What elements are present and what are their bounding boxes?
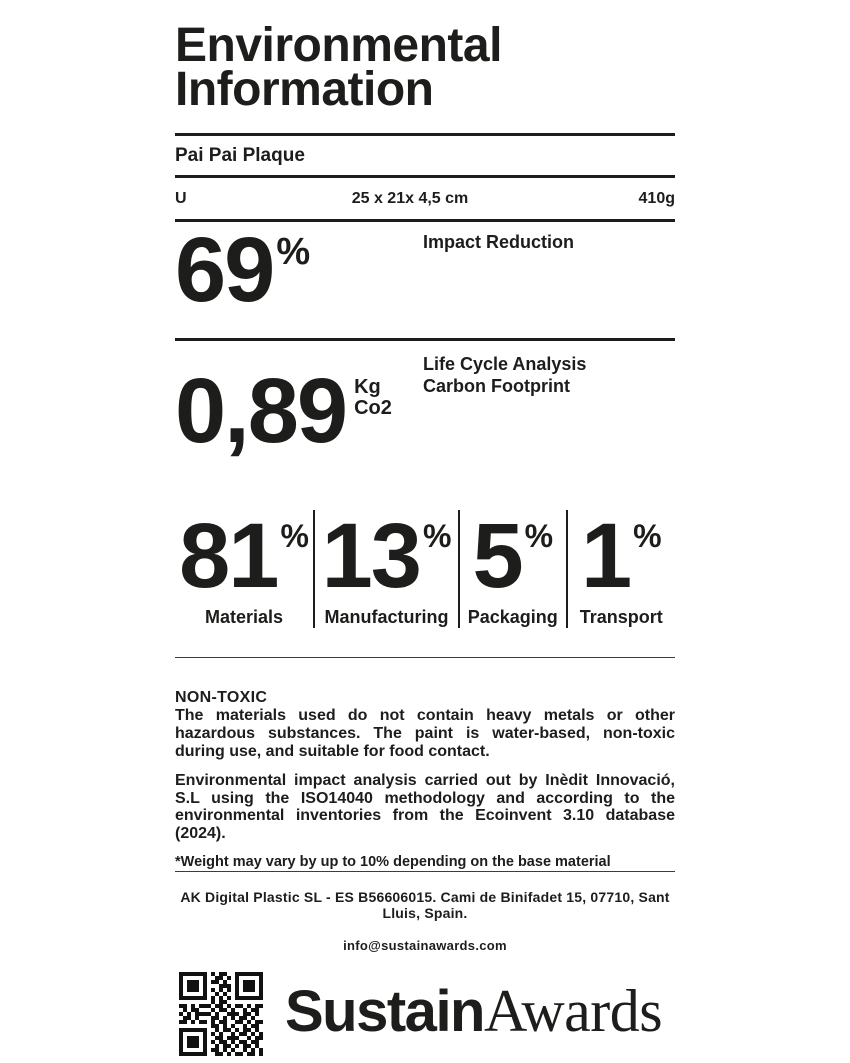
company-address: AK Digital Plastic SL - ES B56606015. Cami de Binifadet 15, 07710, Sant Lluis, Spain. [180, 889, 670, 922]
impact-reduction-value: 69 % [175, 219, 311, 322]
product-dimensions: 25 x 21x 4,5 cm [351, 190, 469, 208]
sustainawards-logo [285, 977, 662, 1046]
weight-disclaimer: *Weight may vary by up to 10% depending on the base material [175, 854, 611, 871]
breakdown-packaging: 5 % Packaging [460, 510, 568, 628]
carbon-footprint-section [175, 341, 675, 463]
non-toxic-heading: NON-TOXIC [175, 689, 268, 707]
percent-sign: % [276, 231, 311, 274]
percent-sign: % [280, 518, 309, 555]
qr-code [179, 972, 263, 1056]
percent-sign: % [633, 518, 662, 555]
notes-section [175, 689, 675, 871]
product-name: Pai Pai Plaque [175, 145, 305, 167]
breakdown-materials: 81 % Materials [175, 510, 315, 628]
section-divider [175, 657, 675, 658]
breakdown-label: Packaging [467, 607, 558, 628]
product-weight: 410g [638, 190, 675, 208]
non-toxic-paragraph: The materials used do not contain heavy metals or other hazardous substances. The paint is water-based, non-toxic during use, and suitable for food contact. [175, 707, 675, 760]
breakdown-manufacturing: 13 % Manufacturing [315, 510, 460, 628]
page-title-line2: Information [175, 63, 434, 117]
breakdown-label: Transport [579, 607, 663, 628]
breakdown-label: Manufacturing [324, 607, 449, 628]
breakdown-transport: 1 % Transport [568, 510, 676, 628]
percent-sign: % [422, 518, 452, 555]
brand-row [175, 972, 675, 1056]
carbon-footprint-unit: Kg Co2 [354, 376, 392, 420]
percent-sign: % [524, 518, 554, 555]
carbon-footprint-value: 0,89 Kg Co2 [175, 360, 392, 463]
logo-awards: Awards [484, 977, 663, 1044]
footer-divider [175, 871, 675, 872]
methodology-paragraph: Environmental impact analysis carried out by Inèdit Innovació, S.L using the ISO14040 methodology and according to the environmental inventories from the Ecoinvent 3.10 database (2024). [175, 772, 675, 842]
page-title [175, 19, 675, 117]
carbon-footprint-label: Life Cycle Analysis Carbon Footprint [423, 354, 587, 397]
contact-email: info@sustainawards.com [343, 938, 507, 954]
logo-sustain: Sustain [285, 978, 484, 1044]
product-variant: U [175, 190, 187, 208]
product-specs-row [175, 178, 675, 219]
impact-reduction-section [175, 219, 675, 338]
page-title-line1: Environmental [175, 19, 502, 72]
impact-breakdown [175, 505, 675, 628]
impact-reduction-label: Impact Reduction [423, 232, 575, 253]
environmental-info-sheet [175, 0, 675, 1056]
breakdown-label: Materials [204, 607, 284, 628]
